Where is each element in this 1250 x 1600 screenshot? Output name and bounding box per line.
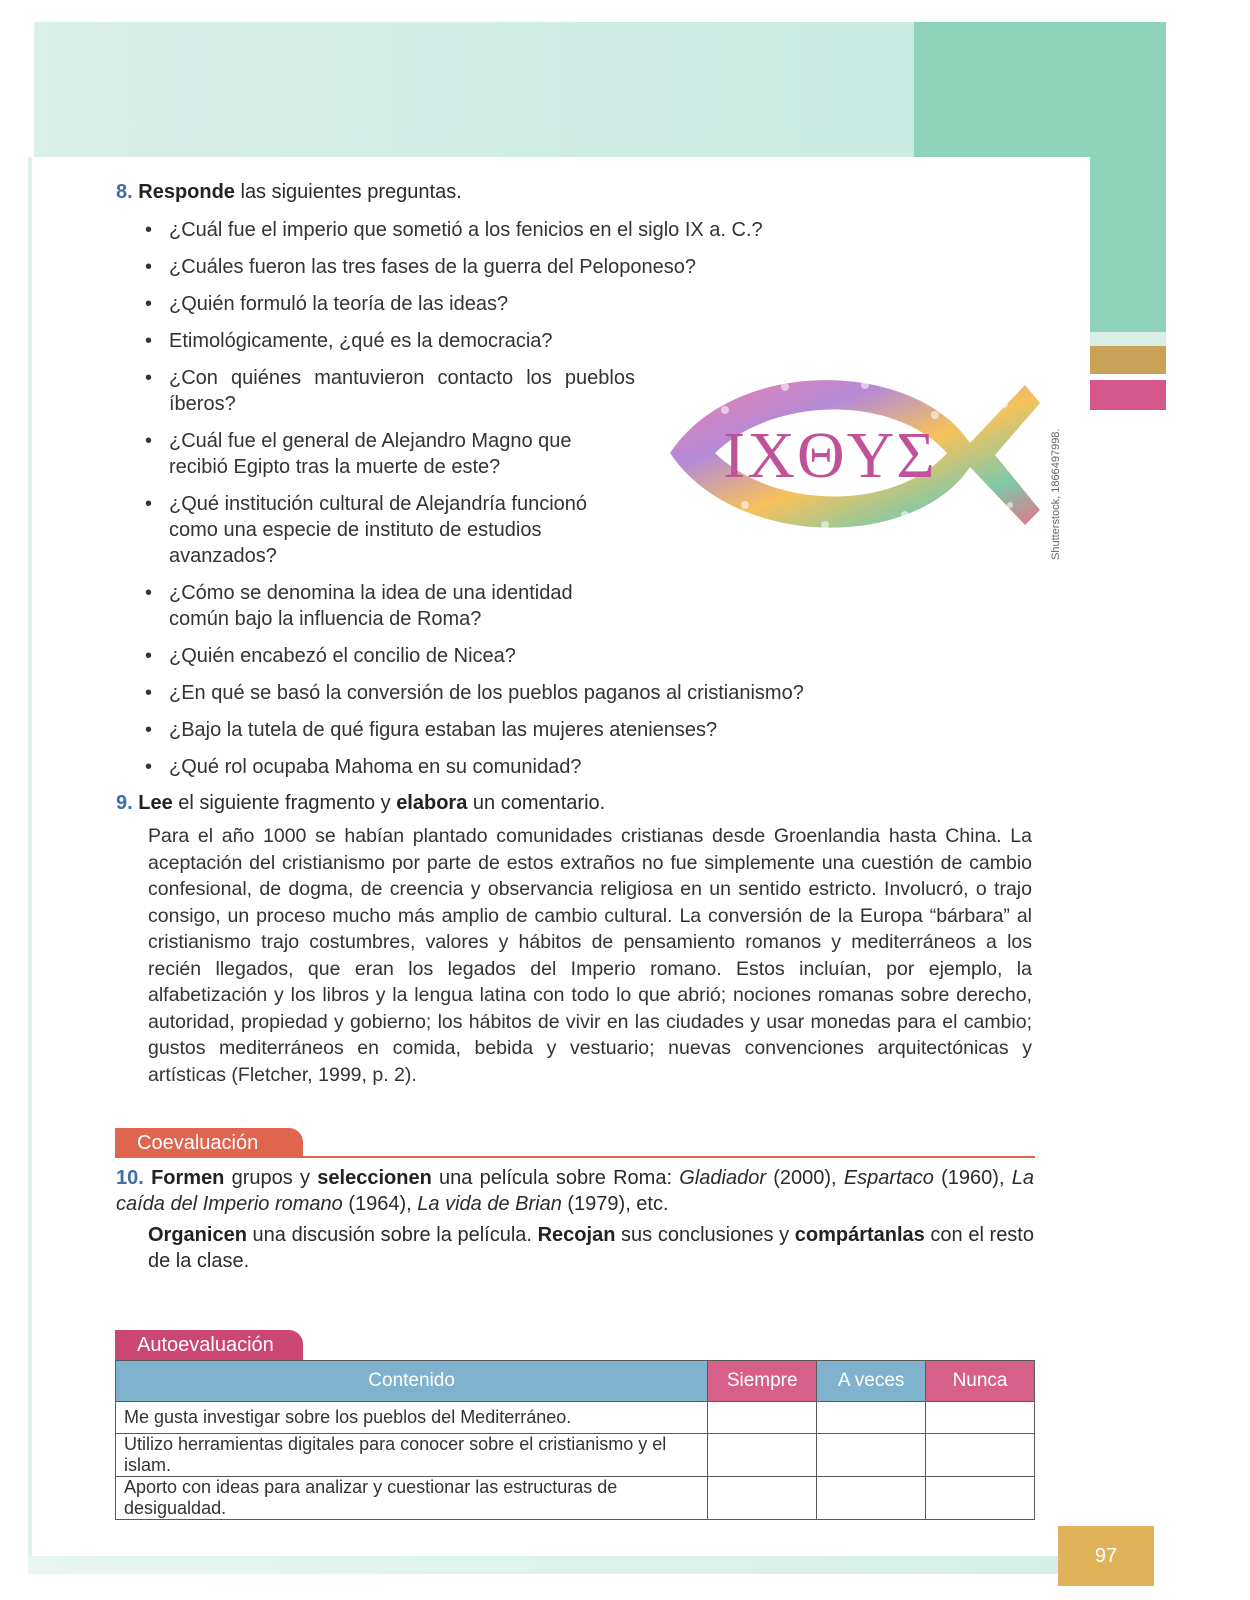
table-cell-never[interactable] bbox=[926, 1477, 1035, 1520]
table-cell-always[interactable] bbox=[708, 1402, 817, 1434]
fish-letters: IXΘYΣ bbox=[723, 419, 937, 492]
film-title: La vida de Brian bbox=[417, 1193, 562, 1215]
question-verb: Lee bbox=[138, 792, 173, 814]
list-item: • ¿En qué se basó la conversión de los pueblos paganos al cristianismo? bbox=[145, 680, 809, 706]
right-strip bbox=[1090, 157, 1166, 332]
question-verb: Responde bbox=[138, 181, 235, 203]
column-header-never: Nunca bbox=[926, 1361, 1035, 1402]
list-item: • ¿Qué institución cultural de Alejandría funcionó como una especie de instituto de estudios avanzados? bbox=[145, 491, 635, 569]
question-verb: Organicen bbox=[148, 1224, 247, 1246]
right-strip-light bbox=[1090, 332, 1166, 346]
film-title: La caída del Imperio romano bbox=[116, 1167, 1035, 1215]
list-item: • Etimológicamente, ¿qué es la democracia? bbox=[145, 328, 635, 354]
table-header-row bbox=[116, 1361, 1035, 1402]
question-text: el siguiente fragmento y bbox=[172, 792, 397, 814]
autoevaluacion-tab: Autoevaluación bbox=[115, 1330, 303, 1360]
fish-icon bbox=[665, 365, 1045, 545]
question-text: grupos y bbox=[224, 1167, 318, 1189]
list-item: • ¿Cuál fue el general de Alejandro Magno que recibió Egipto tras la muerte de este? bbox=[145, 428, 635, 480]
list-item: • ¿Cuáles fueron las tres fases de la guerra del Peloponeso? bbox=[145, 254, 789, 280]
list-item: • ¿Quién encabezó el concilio de Nicea? bbox=[145, 643, 635, 669]
ichthys-fish-image bbox=[665, 365, 1045, 545]
question-verb: Recojan bbox=[537, 1224, 616, 1246]
film-title: Espartaco bbox=[843, 1167, 934, 1189]
question-text: las siguientes preguntas. bbox=[234, 181, 462, 203]
table-cell-content: Utilizo herramientas digitales para conocer sobre el cristianismo y el islam. bbox=[116, 1434, 708, 1477]
question-text: con el resto de la clase. bbox=[148, 1224, 1034, 1272]
section-divider bbox=[115, 1156, 1035, 1158]
table-cell-sometimes[interactable] bbox=[817, 1402, 926, 1434]
coevaluacion-tab: Coevaluación bbox=[115, 1128, 303, 1158]
list-item: • ¿Cómo se denomina la idea de una identidad común bajo la influencia de Roma? bbox=[145, 580, 635, 632]
question-9-heading bbox=[116, 790, 1016, 816]
column-header-sometimes: A veces bbox=[817, 1361, 926, 1402]
question-text: una discusión sobre la película. bbox=[246, 1224, 538, 1246]
question-10-instructions bbox=[148, 1222, 1034, 1274]
table-cell-sometimes[interactable] bbox=[817, 1477, 926, 1520]
question-number: 10. bbox=[116, 1167, 144, 1189]
bottom-band bbox=[28, 1556, 1058, 1574]
film-year: (1964), bbox=[342, 1193, 418, 1215]
top-band bbox=[34, 22, 914, 157]
list-item: • ¿Con quiénes mantuvieron contacto los pueblos íberos? bbox=[145, 365, 635, 417]
question-text: una película sobre Roma: bbox=[431, 1167, 680, 1189]
column-header-always: Siempre bbox=[708, 1361, 817, 1402]
left-edge bbox=[28, 157, 32, 1557]
table-row bbox=[116, 1434, 1035, 1477]
question-text: un comentario. bbox=[467, 792, 606, 814]
question-10 bbox=[116, 1165, 1034, 1217]
table-cell-always[interactable] bbox=[708, 1434, 817, 1477]
film-title: Gladiador bbox=[679, 1167, 766, 1189]
top-band-accent bbox=[914, 22, 1166, 157]
question-8-heading bbox=[116, 179, 1016, 205]
question-verb: compártanlas bbox=[794, 1224, 925, 1246]
question-8-list bbox=[145, 217, 804, 791]
image-credit: Shutterstock, 1866497998. bbox=[1050, 428, 1062, 560]
list-item: • ¿Bajo la tutela de qué figura estaban las mujeres atenienses? bbox=[145, 717, 809, 743]
question-number: 8. bbox=[116, 181, 133, 203]
table-cell-content: Me gusta investigar sobre los pueblos del Mediterráneo. bbox=[116, 1402, 708, 1434]
table-cell-sometimes[interactable] bbox=[817, 1434, 926, 1477]
quote-paragraph: Para el año 1000 se habían plantado comunidades cristianas desde Groenlandia hasta China. La aceptación del cristianismo por parte de estos extraños no fue simplemente una cuestión de cambio confesional, de dogma, de creencia y observancia religiosa en un sentido estricto. Involucró, o trajo consigo, un proceso mucho más amplio de cambio cultural. La conversión de la Europa “bárbara” al cristianismo trajo costumbres, valores y hábitos de pensamiento romanos y mediterráneos a los recién llegados, que eran los legados del Imperio romano. Estos incluían, por ejemplo, la alfabetización y los libros y la lengua latina con todo lo que abrió; nociones romanas sobre derecho, autoridad, propiedad y gobierno; los hábitos de vivir en las ciudades y usar monedas para el cambio; gustos mediterráneos en comida, bebida y vestuario; nuevas convenciones arquitectónicas y artísticas (Fletcher, 1999, p. 2). bbox=[148, 825, 1032, 1086]
list-item: • ¿Qué rol ocupaba Mahoma en su comunidad? bbox=[145, 754, 809, 780]
table-row bbox=[116, 1402, 1035, 1434]
table-cell-never[interactable] bbox=[926, 1402, 1035, 1434]
self-assessment-table bbox=[115, 1360, 1035, 1520]
pink-tab-marker bbox=[1090, 380, 1166, 410]
question-verb: Formen bbox=[151, 1167, 225, 1189]
table-cell-never[interactable] bbox=[926, 1434, 1035, 1477]
film-year: (2000), bbox=[765, 1167, 844, 1189]
table-cell-content: Aporto con ideas para analizar y cuestionar las estructuras de desigualdad. bbox=[116, 1477, 708, 1520]
film-year: (1960), bbox=[933, 1167, 1012, 1189]
gold-tab-marker bbox=[1090, 346, 1166, 374]
list-item: • ¿Cuál fue el imperio que sometió a los fenicios en el siglo IX a. C.? bbox=[145, 217, 789, 243]
column-header-content: Contenido bbox=[116, 1361, 708, 1402]
question-text: sus conclusiones y bbox=[615, 1224, 795, 1246]
list-item: • ¿Quién formuló la teoría de las ideas? bbox=[145, 291, 635, 317]
question-number: 9. bbox=[116, 792, 133, 814]
question-verb: elabora bbox=[396, 792, 468, 814]
question-verb: seleccionen bbox=[317, 1167, 432, 1189]
page-number: 97 bbox=[1058, 1526, 1154, 1586]
table-row bbox=[116, 1477, 1035, 1520]
table-cell-always[interactable] bbox=[708, 1477, 817, 1520]
film-year: (1979), etc. bbox=[561, 1193, 669, 1215]
